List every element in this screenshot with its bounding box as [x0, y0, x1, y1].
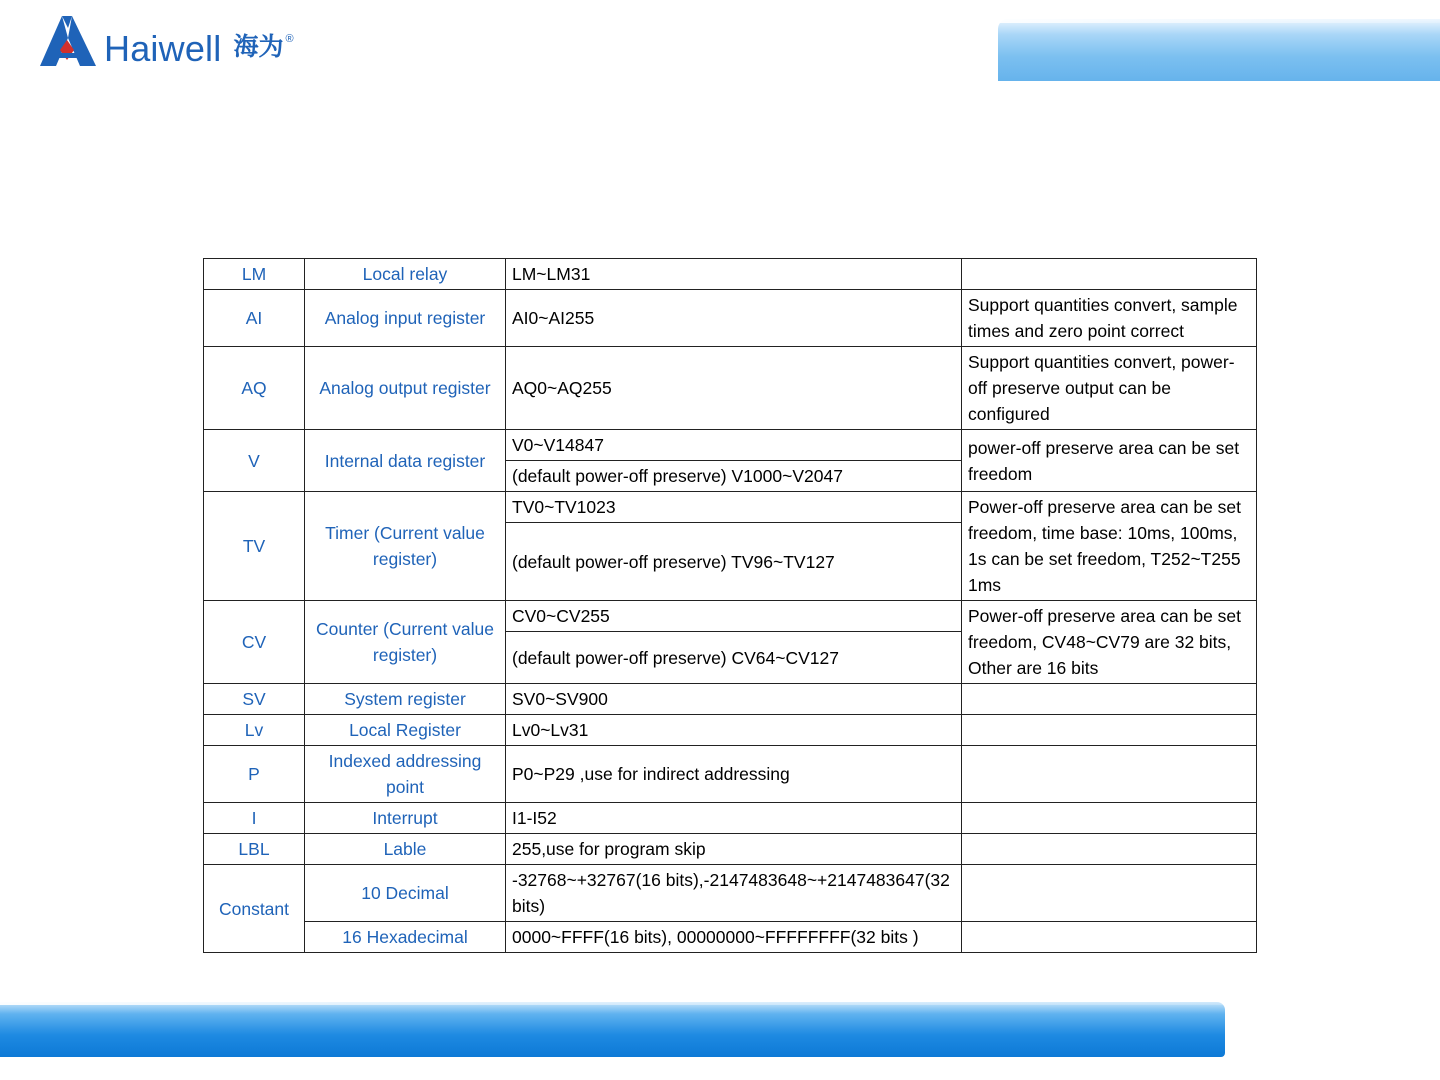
table-row [204, 347, 1257, 430]
range-cell: (default power-off preserve) TV96~TV127 [506, 523, 962, 601]
range-cell: TV0~TV1023 [506, 492, 962, 523]
table-row [204, 865, 1257, 922]
name-cell: 10 Decimal [305, 865, 506, 922]
note-cell: Power-off preserve area can be set freedom, time base: 10ms, 100ms, 1s can be set freedom, T252~T255 1ms [962, 492, 1257, 601]
name-cell: 16 Hexadecimal [305, 922, 506, 953]
table-row [204, 290, 1257, 347]
symbol-cell: AQ [204, 347, 305, 430]
logo-brand-cn: 海为 [233, 32, 284, 61]
name-cell: Indexed addressing point [305, 746, 506, 803]
symbol-cell: AI [204, 290, 305, 347]
name-cell: System register [305, 684, 506, 715]
registered-mark: ® [285, 33, 294, 45]
note-cell [962, 715, 1257, 746]
symbol-cell: TV [204, 492, 305, 601]
symbol-cell: LM [204, 259, 305, 290]
range-cell: Lv0~Lv31 [506, 715, 962, 746]
table-row [204, 601, 1257, 632]
note-cell [962, 803, 1257, 834]
table-row [204, 715, 1257, 746]
name-cell: Analog output register [305, 347, 506, 430]
note-cell: power-off preserve area can be set freedom [962, 430, 1257, 492]
footer-decor-bar [0, 1002, 1225, 1057]
note-cell [962, 684, 1257, 715]
symbol-cell: V [204, 430, 305, 492]
symbol-cell: P [204, 746, 305, 803]
note-cell [962, 865, 1257, 922]
name-cell: Lable [305, 834, 506, 865]
range-cell: (default power-off preserve) V1000~V2047 [506, 461, 962, 492]
range-cell: -32768~+32767(16 bits),-2147483648~+2147483647(32 bits) [506, 865, 962, 922]
range-cell: 0000~FFFF(16 bits), 00000000~FFFFFFFF(32 bits ) [506, 922, 962, 953]
name-cell: Internal data register [305, 430, 506, 492]
name-cell: Local relay [305, 259, 506, 290]
range-cell: I1-I52 [506, 803, 962, 834]
table-row [204, 834, 1257, 865]
symbol-cell: I [204, 803, 305, 834]
logo-brand: Haiwell [104, 28, 222, 69]
symbol-cell: LBL [204, 834, 305, 865]
range-cell: 255,use for program skip [506, 834, 962, 865]
table-row [204, 922, 1257, 953]
range-cell: CV0~CV255 [506, 601, 962, 632]
range-cell: P0~P29 ,use for indirect addressing [506, 746, 962, 803]
table-row [204, 259, 1257, 290]
haiwell-logo [38, 14, 294, 70]
note-cell [962, 746, 1257, 803]
name-cell: Interrupt [305, 803, 506, 834]
symbol-cell: SV [204, 684, 305, 715]
table-row [204, 803, 1257, 834]
range-cell: V0~V14847 [506, 430, 962, 461]
symbol-cell: Lv [204, 715, 305, 746]
range-cell: (default power-off preserve) CV64~CV127 [506, 632, 962, 684]
name-cell: Local Register [305, 715, 506, 746]
table-row [204, 746, 1257, 803]
name-cell: Analog input register [305, 290, 506, 347]
note-cell [962, 834, 1257, 865]
table-row [204, 430, 1257, 461]
range-cell: SV0~SV900 [506, 684, 962, 715]
range-cell: AQ0~AQ255 [506, 347, 962, 430]
name-cell: Timer (Current value register) [305, 492, 506, 601]
register-table [203, 258, 1257, 953]
note-cell: Support quantities convert, sample times and zero point correct [962, 290, 1257, 347]
note-cell [962, 259, 1257, 290]
range-cell: LM~LM31 [506, 259, 962, 290]
haiwell-logo-icon [38, 14, 100, 68]
note-cell: Power-off preserve area can be set freedom, CV48~CV79 are 32 bits, Other are 16 bits [962, 601, 1257, 684]
note-cell: Support quantities convert, power-off preserve output can be configured [962, 347, 1257, 430]
note-cell [962, 922, 1257, 953]
symbol-cell: CV [204, 601, 305, 684]
header-decor-bar [998, 19, 1440, 81]
range-cell: AI0~AI255 [506, 290, 962, 347]
symbol-cell: Constant [204, 865, 305, 953]
table-row [204, 684, 1257, 715]
name-cell: Counter (Current value register) [305, 601, 506, 684]
table-row [204, 492, 1257, 523]
